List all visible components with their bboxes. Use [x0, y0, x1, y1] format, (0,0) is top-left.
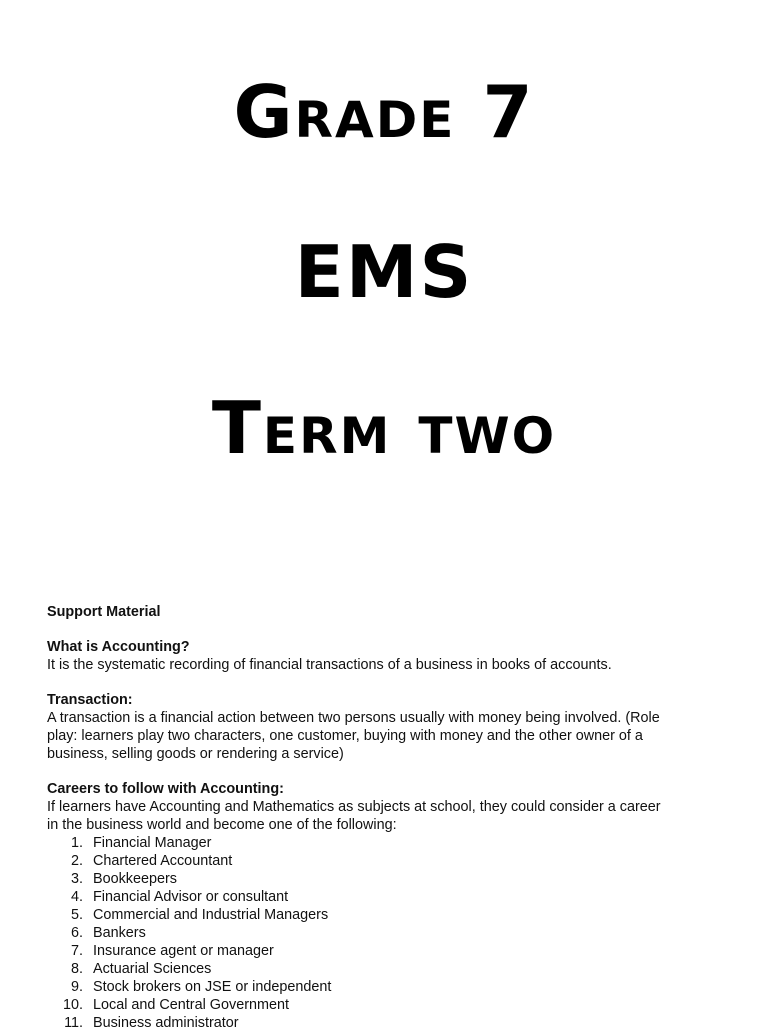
- careers-intro-line: If learners have Accounting and Mathematics as subjects at school, they could consider a career: [47, 799, 661, 815]
- transaction-heading: Transaction:: [47, 692, 133, 708]
- title-grade: Grade 7: [233, 70, 535, 154]
- transaction-line: A transaction is a financial action between two persons usually with money being involved. (Role: [47, 710, 660, 726]
- list-item: 10. Local and Central Government: [62, 997, 289, 1013]
- accounting-heading: What is Accounting?: [47, 639, 190, 655]
- list-item: 11. Business administrator: [64, 1015, 239, 1031]
- careers-list: [47, 834, 727, 1032]
- list-item: 3. Bookkeepers: [70, 871, 177, 887]
- list-item: 8. Actuarial Sciences: [70, 961, 212, 977]
- careers-heading: Careers to follow with Accounting:: [47, 781, 284, 797]
- list-item: 1. Financial Manager: [70, 835, 212, 851]
- title-term: Term two: [211, 386, 557, 470]
- transaction-line: business, selling goods or rendering a service): [47, 746, 344, 762]
- document-body: [47, 603, 727, 1032]
- support-material-heading: Support Material: [47, 604, 161, 620]
- list-item: 9. Stock brokers on JSE or independent: [70, 979, 332, 995]
- accounting-definition: It is the systematic recording of financial transactions of a business in books of accounts.: [47, 657, 612, 673]
- list-item: 2. Chartered Accountant: [70, 853, 233, 869]
- title-subject: EMS: [294, 230, 474, 314]
- list-item: 6. Bankers: [70, 925, 146, 941]
- transaction-line: play: learners play two characters, one customer, buying with money and the other owner of a: [47, 728, 643, 744]
- list-item: 4. Financial Advisor or consultant: [70, 889, 289, 905]
- careers-intro-line: in the business world and become one of the following:: [47, 817, 397, 833]
- list-item: 7. Insurance agent or manager: [70, 943, 274, 959]
- list-item: 5. Commercial and Industrial Managers: [70, 907, 329, 923]
